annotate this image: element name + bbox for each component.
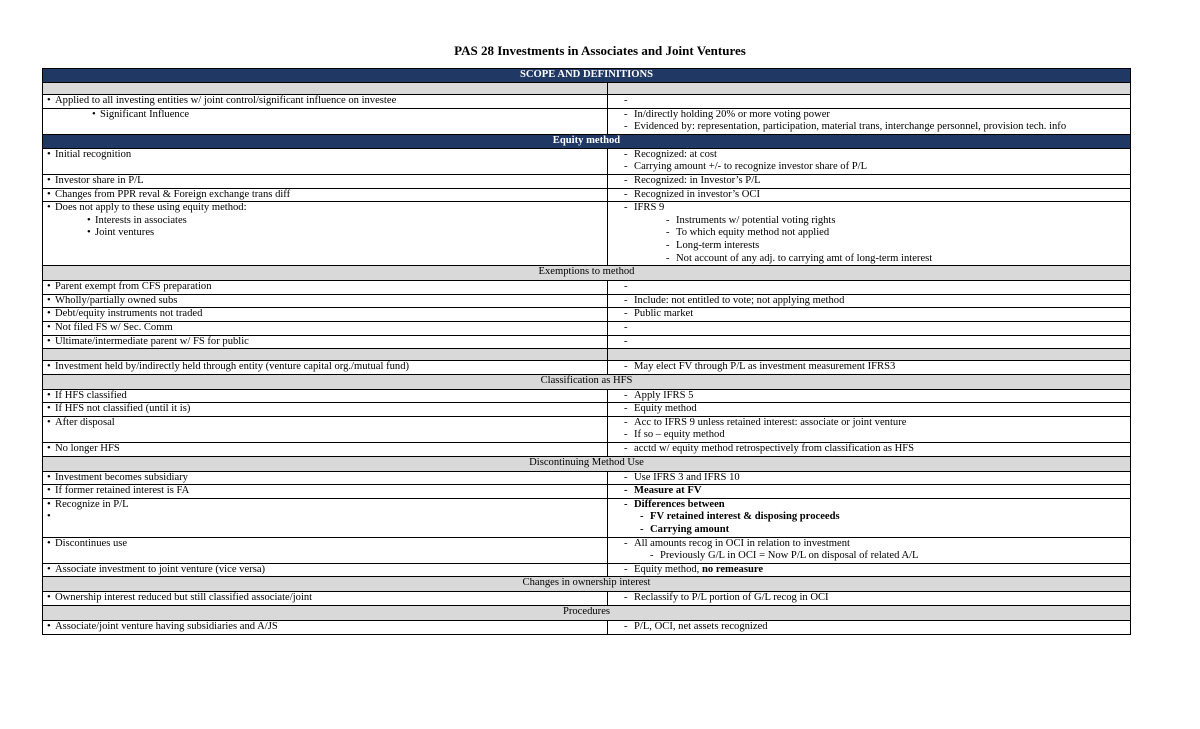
section-header-hfs: Classification as HFS [43, 374, 1131, 389]
dash-item [612, 281, 1126, 294]
table-row [43, 443, 1131, 457]
table-row [43, 148, 1131, 174]
bullet-item: • Associate/joint venture having subsidiaries and A/JS [47, 621, 603, 634]
dash-item: - Apply IFRS 5 [612, 390, 1126, 403]
dash-item: - Long-term interests [612, 240, 1126, 253]
document-title: PAS 28 Investments in Associates and Joint Ventures [454, 43, 746, 58]
table-row [43, 416, 1131, 442]
bullet-item: • Ultimate/intermediate parent w/ FS for public [47, 336, 603, 349]
dash-item: - Not account of any adj. to carrying amt of long-term interest [612, 253, 1126, 266]
table-row [43, 592, 1131, 606]
bullet-item: • No longer HFS [47, 443, 603, 456]
section-header-exemptions: Exemptions to method [43, 266, 1131, 281]
table-row [43, 108, 1131, 134]
dash-item: - FV retained interest & disposing proceeds [612, 511, 1126, 524]
bullet-item: • Joint ventures [87, 227, 603, 240]
table-row [43, 389, 1131, 403]
table-row [43, 537, 1131, 563]
table-row [43, 485, 1131, 499]
bullet-item: • Changes from PPR reval & Foreign exchange trans diff [47, 189, 603, 202]
dash-item [612, 95, 1126, 108]
bullet-item: • Investment becomes subsidiary [47, 472, 603, 485]
section-header-changes: Changes in ownership interest [43, 577, 1131, 592]
bullet-item: • Discontinues use [47, 538, 603, 551]
bullet-item: • Significant Influence [92, 109, 603, 122]
dash-item: - Equity method, no remeasure [612, 564, 1126, 577]
dash-item: - Equity method [612, 403, 1126, 416]
dash-item: - Include: not entitled to vote; not applying method [612, 295, 1126, 308]
bullet-item: • Applied to all investing entities w/ joint control/significant influence on investee [47, 95, 603, 108]
table-row [43, 563, 1131, 577]
bullet-item: • Not filed FS w/ Sec. Comm [47, 322, 603, 335]
table-row [43, 294, 1131, 308]
bullet-item: • After disposal [47, 417, 603, 430]
dash-item: - Reclassify to P/L portion of G/L recog in OCI [612, 592, 1126, 605]
dash-item [612, 322, 1126, 335]
dash-item: - Recognized in investor’s OCI [612, 189, 1126, 202]
dash-item [612, 336, 1126, 349]
dash-item: - Instruments w/ potential voting rights [612, 215, 1126, 228]
bullet-item: • Interests in associates [87, 215, 603, 228]
dash-item: - Carrying amount [612, 524, 1126, 537]
dash-item: - Carrying amount +/- to recognize investor share of P/L [612, 161, 1126, 174]
dash-item: - If so – equity method [612, 429, 1126, 442]
summary-table [42, 68, 1131, 635]
bullet-item: • Parent exempt from CFS preparation [47, 281, 603, 294]
section-header-scope: SCOPE AND DEFINITIONS [43, 69, 1131, 83]
table-row [43, 403, 1131, 417]
table-row [43, 308, 1131, 322]
dash-item: - Recognized: at cost [612, 149, 1126, 162]
dash-item: - In/directly holding 20% or more voting power [612, 109, 1126, 122]
dash-item: - Public market [612, 308, 1126, 321]
bullet-item: • Wholly/partially owned subs [47, 295, 603, 308]
bullet-item: • Investor share in P/L [47, 175, 603, 188]
bullet-item-empty [47, 511, 603, 524]
dash-item: - To which equity method not applied [612, 227, 1126, 240]
dash-item: - Previously G/L in OCI = Now P/L on disposal of related A/L [612, 550, 1126, 563]
bullet-item: • If former retained interest is FA [47, 485, 603, 498]
blank-row [43, 349, 1131, 361]
bullet-item: • Ownership interest reduced but still classified associate/joint [47, 592, 603, 605]
table-row [43, 498, 1131, 537]
dash-item: - IFRS 9 [612, 202, 1126, 215]
table-row [43, 621, 1131, 635]
dash-item: - Differences between [612, 499, 1126, 512]
bullet-item: • If HFS not classified (until it is) [47, 403, 603, 416]
dash-item: - Measure at FV [612, 485, 1126, 498]
table-row [43, 361, 1131, 375]
section-header-procedures: Procedures [43, 606, 1131, 621]
bullet-item: • Recognize in P/L [47, 499, 603, 512]
table-row [43, 321, 1131, 335]
section-header-equity: Equity method [43, 134, 1131, 148]
table-row [43, 202, 1131, 266]
table-row [43, 281, 1131, 295]
table-row [43, 95, 1131, 109]
dash-item: - Recognized: in Investor’s P/L [612, 175, 1126, 188]
table-row [43, 471, 1131, 485]
dash-item: - P/L, OCI, net assets recognized [612, 621, 1126, 634]
section-header-discontinuing: Discontinuing Method Use [43, 456, 1131, 471]
dash-item: - All amounts recog in OCI in relation to investment [612, 538, 1126, 551]
dash-item: - acctd w/ equity method retrospectively from classification as HFS [612, 443, 1126, 456]
table-row [43, 174, 1131, 188]
bullet-item: • Debt/equity instruments not traded [47, 308, 603, 321]
table-row [43, 188, 1131, 202]
bullet-item: • Does not apply to these using equity method: [47, 202, 603, 215]
dash-item: - Acc to IFRS 9 unless retained interest: associate or joint venture [612, 417, 1126, 430]
dash-item: - Evidenced by: representation, participation, material trans, interchange personnel, provision tech. info [612, 121, 1126, 134]
blank-row [43, 83, 1131, 95]
bullet-item: • Investment held by/indirectly held through entity (venture capital org./mutual fund) [47, 361, 603, 374]
bullet-item: • Associate investment to joint venture (vice versa) [47, 564, 603, 577]
dash-item: - May elect FV through P/L as investment measurement IFRS3 [612, 361, 1126, 374]
bullet-item: • If HFS classified [47, 390, 603, 403]
table-row [43, 335, 1131, 349]
dash-item: - Use IFRS 3 and IFRS 10 [612, 472, 1126, 485]
bullet-item: • Initial recognition [47, 149, 603, 162]
